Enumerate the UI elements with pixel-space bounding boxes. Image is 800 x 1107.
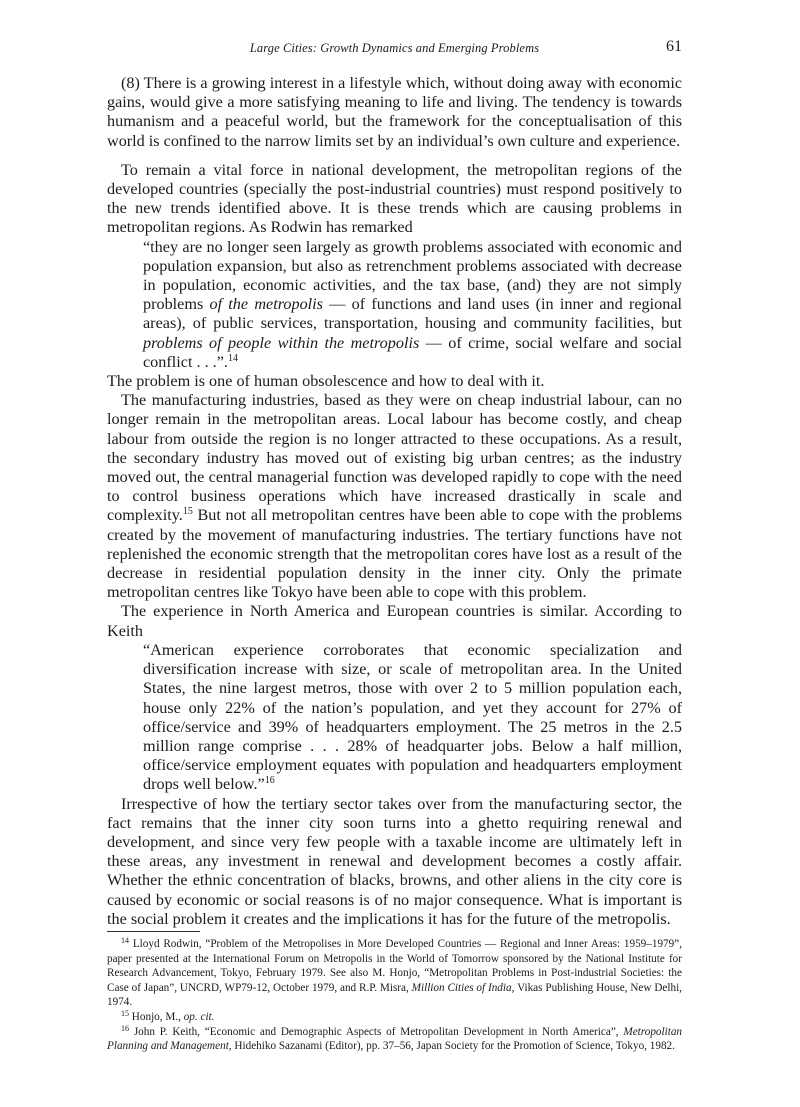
footnotes [107,937,682,1054]
quote-emphasis: of the metropolis [209,295,323,314]
footnote-text: Lloyd Rodwin, “Problem of the Metropolises in More Developed Countries — Regional and Inner Areas: 1959–1979”, paper presented at the International Forum on Metropolis in the World of Tomorrow sponsored by the National Institute for Research Advancement, Tokyo, February 1979. See also M. Honjo, “Metropolitan Problems in Post-industrial Societies: the Case of Japan”, UNCRD, WP79-12, October 1979, and R.P. Misra, [107,938,683,994]
footnote-16 [107,1025,682,1054]
footnote-text: Honjo, M., [131,1010,184,1023]
footnote-ref-14: 14 [227,352,238,364]
quote-text: — of crime, social welfare and social conflict . . .”. [143,333,682,371]
paragraph-human-obsolescence: The problem is one of human obsolescence and how to deal with it. [107,372,545,391]
paragraph-north-america: The experience in North America and European countries is similar. According to Keith [107,602,682,640]
paragraph-metropolitan-regions: To remain a vital force in national development, the metropolitan regions of the developed countries (specially the post-industrial countries) must respond positively to the new trends identified above. It is these trends which are causing problems in metropolitan regions. As Rodwin has remarked [107,160,682,237]
paragraph-tertiary-sector: Irrespective of how the tertiary sector takes over from the manufacturing sector, the fact remains that the inner city soon turns into a ghetto requiring renewal and development, and since very few people with a taxable income are ultimately left in these areas, any investment in renewal and development becomes a costly affair. Whether the ethnic concentration of blacks, browns, and other aliens in the city core is caused by economic or social reasons is of no major consequence. What is important is the social problem it creates and the implications it has for the future of the metropolis. [107,794,682,928]
footnote-ref-16: 16 [264,775,275,787]
footnote-mark: 15 [121,1008,129,1018]
footnote-text: John P. Keith, “Economic and Demographic Aspects of Metropolitan Development in North America”, [133,1025,624,1038]
block-quote-rodwin [143,238,682,372]
footnote-title: op. cit. [183,1010,215,1023]
footnote-mark: 14 [121,936,129,945]
quote-text: “American experience corroborates that economic specialization and diversification increase with size, or scale of metropolitan area. In the United States, the nine largest metros, those with over 2 to 5 million population each, house only 22% of the nation’s population, and yet they account for 27% of office/service and 39% of headquarters employment. The 25 metros in the 2.5 million range comprise . . . 28% of headquarter jobs. Below a half million, office/service employment equates with population and headquarters employment drops well below.” [143,640,682,794]
footnote-15 [107,1010,682,1025]
footnote-title: Million Cities of India [411,981,512,994]
quote-text: — of functions and land uses (in inner and regional areas), of public services, transportation, housing and community facilities, but [143,295,682,333]
footnote-divider [107,931,200,932]
paragraph-point-8: (8) There is a growing interest in a lifestyle which, without doing away with economic gains, would give a more satisfying meaning to life and living. The tendency is towards humanism and a peaceful world, but the framework for the conceptualisation of this world is confined to the narrow limits set by an individual’s own culture and experience. [107,74,682,150]
page-number: 61 [666,38,682,55]
quote-emphasis: problems of people within the metropolis [143,333,420,352]
paragraph-text: But not all metropolitan centres have been able to cope with the problems created by the movement of manufacturing industries. The tertiary functions have not replenished the economic strength that the metropolitan cores have lost as a result of the decrease in residential population density in the inner city. Only the primate metropolitan centres like Tokyo have been able to cope with this problem. [107,506,682,602]
block-quote-keith [143,641,682,795]
main-text [107,74,682,929]
footnote-mark: 16 [121,1023,129,1033]
quote-text: “they are no longer seen largely as growth problems associated with economic and population expansion, but also as retrenchment problems associated with decrease in population, economic activities, and the tax base, (and) they are not simply problems [143,237,682,314]
paragraph-text: The manufacturing industries, based as they were on cheap industrial labour, can no longer remain in the metropolitan areas. Local labour has become costly, and cheap labour from outside the region is no longer attracted to these occupations. As a result, the secondary industry has moved out of existing big urban centres; as the industry moved out, the central managerial function was developed rapidly to cope with the need to control business operations which have increased drastically in scale and complexity. [107,391,682,525]
page-header [107,38,682,58]
footnote-text: , Hidehiko Sazanami (Editor), pp. 37–56, Japan Society for the Promotion of Science, Tokyo, 1982. [228,1040,675,1053]
footnote-text: , Vikas Publishing House, New Delhi, 1974. [107,981,682,1009]
paragraph-manufacturing [107,391,682,602]
footnote-ref-15: 15 [182,506,193,518]
footnote-14 [107,937,682,1010]
running-head: Large Cities: Growth Dynamics and Emerging Problems [249,41,540,55]
footnote-title: Metropolitan Planning and Management [107,1025,683,1053]
